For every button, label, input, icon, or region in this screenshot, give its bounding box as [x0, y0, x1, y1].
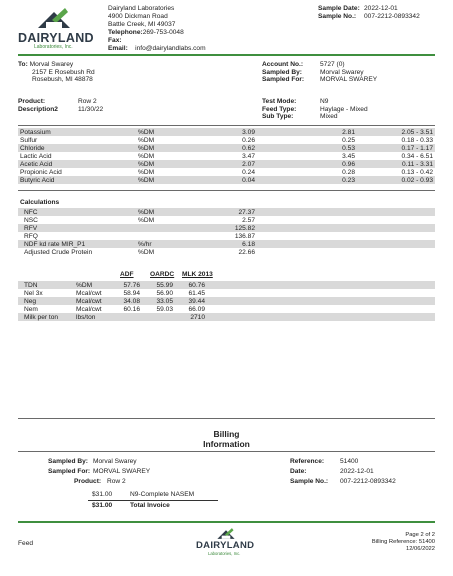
calc-name: RFV — [24, 224, 38, 232]
email-value: info@dairylandlabs.com — [135, 45, 206, 52]
calc-value: 2.57 — [242, 216, 255, 224]
sampled-for-label: Sampled For: — [262, 76, 305, 83]
billing-product-value: Row 2 — [107, 478, 126, 485]
footer-left: Feed — [18, 540, 34, 547]
sample-no-value: 007-2212-0893342 — [364, 13, 420, 20]
nutrient-average: 0.23 — [342, 176, 355, 184]
footer-logo-icon — [214, 527, 238, 541]
account-block — [262, 61, 377, 84]
table-row — [18, 224, 435, 232]
nutrient-value: 0.04 — [242, 176, 255, 184]
calc-value: 22.66 — [238, 248, 255, 256]
nutrient-average: 0.28 — [342, 168, 355, 176]
product-value: Row 2 — [78, 98, 97, 105]
nutrient-name: Potassium — [20, 128, 51, 136]
energy-adf: 58.94 — [123, 289, 140, 297]
calc-name: NFC — [24, 208, 38, 216]
product-label: Product: — [18, 98, 46, 105]
nutrient-unit: %DM — [138, 168, 155, 176]
email-label: Email: — [108, 45, 128, 52]
energy-unit: Mcal/cwt — [76, 305, 102, 313]
sampled-by-label: Sampled By: — [262, 68, 302, 76]
nutrient-name: Propionic Acid — [20, 168, 62, 176]
billing-title-line2: Information — [203, 439, 250, 449]
energy-unit: Mcal/cwt — [76, 289, 102, 297]
recipient-city: Rosebush, MI 48878 — [32, 76, 93, 83]
footer-right — [372, 532, 435, 553]
energy-adf: 34.08 — [123, 297, 140, 305]
table-row — [18, 168, 435, 176]
nutrient-value: 0.26 — [242, 136, 255, 144]
nutrient-average: 2.81 — [342, 128, 355, 136]
header-divider — [18, 54, 435, 56]
nutrient-value: 3.47 — [242, 152, 255, 160]
product-divider — [18, 125, 435, 126]
logo-building-icon — [34, 6, 74, 32]
nutrient-value: 3.09 — [242, 128, 255, 136]
table-row — [18, 144, 435, 152]
energy-adf: 60.16 — [123, 305, 140, 313]
table-row — [18, 297, 435, 305]
billing-sample-no-value: 007-2212-0893342 — [340, 478, 396, 485]
energy-mlk2013: 39.44 — [188, 297, 205, 305]
calc-unit: %/hr — [138, 240, 152, 248]
email-line — [108, 45, 206, 53]
nutrient-unit: %DM — [138, 152, 155, 160]
table-row — [18, 216, 435, 224]
table-row — [18, 176, 435, 184]
telephone-value: 269-753-0048 — [142, 29, 184, 36]
billing-sampled-by-label: Sampled By: — [48, 458, 88, 465]
table-row — [18, 152, 435, 160]
nutrient-range: 0.34 - 6.51 — [401, 152, 433, 160]
test-block — [262, 98, 368, 121]
test-mode-label: Test Mode: — [262, 98, 297, 105]
billing-right — [290, 457, 396, 487]
nutrient-name: Sulfur — [20, 136, 38, 144]
billing-title-line1: Billing — [213, 429, 240, 439]
footer-date: 12/06/2022 — [405, 546, 435, 552]
fax-line — [108, 37, 206, 45]
calc-value: 136.87 — [234, 232, 255, 240]
nutrient-average: 3.45 — [342, 152, 355, 160]
energy-mlk2013: 60.76 — [188, 281, 205, 289]
invoice-total-rule — [88, 500, 218, 501]
feed-type-label: Feed Type: — [262, 105, 297, 113]
nutrient-range: 0.18 - 0.33 — [401, 136, 433, 144]
account-value: 5727 (0) — [320, 61, 345, 68]
nutrient-value: 2.07 — [242, 160, 255, 168]
billing-sampled-for-value: MORVAL SWAREY — [93, 468, 151, 475]
sample-date-value: 2022-12-01 — [364, 5, 398, 12]
header-mlk2013: MLK 2013 — [182, 271, 213, 278]
recipient-name: Morval Swarey — [29, 61, 74, 68]
nutrient-unit: %DM — [138, 128, 155, 136]
table-row — [18, 313, 435, 321]
nutrient-range: 0.02 - 0.93 — [401, 176, 433, 184]
footer-logo-subtitle: Laboratories, Inc. — [208, 551, 241, 556]
table-row — [18, 208, 435, 216]
description-label: Description2 — [18, 105, 58, 113]
billing-top-divider — [18, 418, 435, 419]
fax-label: Fax: — [108, 37, 122, 44]
energy-oardc: 55.99 — [156, 281, 173, 289]
header-adf: ADF — [120, 271, 134, 278]
calculations-title: Calculations — [20, 199, 60, 206]
total-label: Total Invoice — [130, 502, 170, 509]
sample-no-label: Sample No.: — [318, 13, 357, 20]
energy-unit: lbs/ton — [76, 313, 96, 321]
billing-left — [48, 457, 150, 487]
telephone-label: Telephone: — [108, 29, 143, 36]
description-value: 11/30/22 — [78, 105, 104, 113]
energy-name: Nem — [24, 305, 38, 313]
table-row — [18, 240, 435, 248]
energy-oardc: 33.05 — [156, 297, 173, 305]
energy-mlk2013: 61.45 — [188, 289, 205, 297]
table-row — [18, 289, 435, 297]
energy-name: Nel 3x — [24, 289, 43, 297]
table-row — [18, 160, 435, 168]
energy-name: Neg — [24, 297, 37, 305]
nutrient-average: 0.96 — [342, 160, 355, 168]
calc-name: NSC — [24, 216, 38, 224]
nutrient-range: 0.11 - 3.31 — [401, 160, 433, 168]
energy-oardc: 59.03 — [156, 305, 173, 313]
nutrient-unit: %DM — [138, 160, 155, 168]
sub-type-label: Sub Type: — [262, 113, 294, 120]
billing-title — [0, 429, 453, 449]
company-city: Battle Creek, MI 49037 — [108, 21, 176, 28]
table-row — [18, 136, 435, 144]
energy-unit: %DM — [76, 281, 93, 289]
page-number: Page 2 of 2 — [405, 532, 435, 538]
company-name: Dairyland Laboratories — [108, 5, 175, 12]
calc-unit: %DM — [138, 248, 155, 256]
reference-label: Reference: — [290, 458, 325, 465]
footer-logo — [190, 527, 260, 563]
sample-info — [318, 5, 420, 21]
nutrient-unit: %DM — [138, 144, 155, 152]
nutrient-range: 0.17 - 1.17 — [401, 144, 433, 152]
energy-unit: Mcal/cwt — [76, 297, 102, 305]
nutrient-unit: %DM — [138, 176, 155, 184]
feed-type-value: Haylage - Mixed — [320, 105, 368, 113]
product-block — [18, 98, 103, 113]
calc-name: RFQ — [24, 232, 38, 240]
energy-mlk2013: 2710 — [190, 313, 205, 321]
footer-divider — [18, 521, 435, 523]
calc-value: 27.37 — [238, 208, 255, 216]
calc-name: Adjusted Crude Protein — [24, 248, 93, 256]
nutrients-divider — [18, 190, 435, 191]
recipient-street: 2157 E Rosebush Rd — [32, 68, 95, 76]
invoice-line — [92, 491, 194, 499]
nutrient-average: 0.25 — [342, 136, 355, 144]
nutrient-average: 0.53 — [342, 144, 355, 152]
nutrient-name: Acetic Acid — [20, 160, 53, 168]
to-label: To: — [18, 61, 28, 68]
table-row — [18, 281, 435, 289]
calc-unit: %DM — [138, 208, 155, 216]
recipient-block — [18, 61, 95, 84]
sample-date-label: Sample Date: — [318, 5, 360, 12]
billing-date-label: Date: — [290, 468, 307, 475]
energy-mlk2013: 66.09 — [188, 305, 205, 313]
sampled-for-value: MORVAL SWAREY — [320, 76, 378, 83]
nutrient-unit: %DM — [138, 136, 155, 144]
company-street: 4900 Dickman Road — [108, 13, 168, 20]
nutrient-range: 0.13 - 0.42 — [401, 168, 433, 176]
nutrient-value: 0.62 — [242, 144, 255, 152]
billing-title-divider — [18, 451, 435, 452]
nutrient-name: Lactic Acid — [20, 152, 52, 160]
billing-product-label: Product: — [74, 478, 102, 485]
reference-value: 51400 — [340, 458, 359, 465]
billing-sample-no-label: Sample No.: — [290, 478, 329, 485]
nutrient-name: Chloride — [20, 144, 45, 152]
billing-date-value: 2022-12-01 — [340, 468, 374, 475]
line-description: N9-Complete NASEM — [130, 491, 195, 498]
table-row — [18, 305, 435, 313]
energy-name: TDN — [24, 281, 38, 289]
energy-headers — [18, 271, 435, 279]
telephone-line — [108, 29, 206, 37]
logo-subtitle: Laboratories, Inc. — [34, 44, 73, 50]
invoice-total — [92, 502, 170, 510]
energy-oardc: 56.90 — [156, 289, 173, 297]
header-oardc: OARDC — [150, 271, 175, 278]
logo-wordmark: DAIRYLAND — [18, 31, 94, 45]
billing-sampled-by-value: Morval Swarey — [93, 458, 137, 465]
account-label: Account No.: — [262, 61, 304, 68]
footer-billing-reference: Billing Reference: 51400 — [371, 539, 435, 545]
table-row — [18, 232, 435, 240]
table-row — [18, 248, 435, 256]
footer-logo-wordmark: DAIRYLAND — [196, 540, 255, 551]
sampled-by-value: Morval Swarey — [320, 68, 364, 76]
calc-unit: %DM — [138, 216, 155, 224]
calc-value: 6.18 — [242, 240, 255, 248]
test-mode-value: N9 — [320, 98, 329, 105]
nutrient-value: 0.24 — [242, 168, 255, 176]
nutrient-range: 2.05 - 3.51 — [401, 128, 433, 136]
line-amount: $31.00 — [92, 491, 113, 498]
billing-sampled-for-label: Sampled For: — [48, 468, 91, 475]
calc-name: NDF kd rate MIR_P1 — [24, 240, 86, 248]
sub-type-value: Mixed — [320, 113, 338, 120]
nutrient-name: Butyric Acid — [20, 176, 55, 184]
energy-adf: 57.76 — [123, 281, 140, 289]
company-address — [108, 5, 206, 53]
energy-name: Milk per ton — [24, 313, 59, 321]
company-logo — [18, 6, 94, 50]
table-row — [18, 128, 435, 136]
total-amount: $31.00 — [92, 502, 113, 509]
calc-value: 125.82 — [234, 224, 255, 232]
